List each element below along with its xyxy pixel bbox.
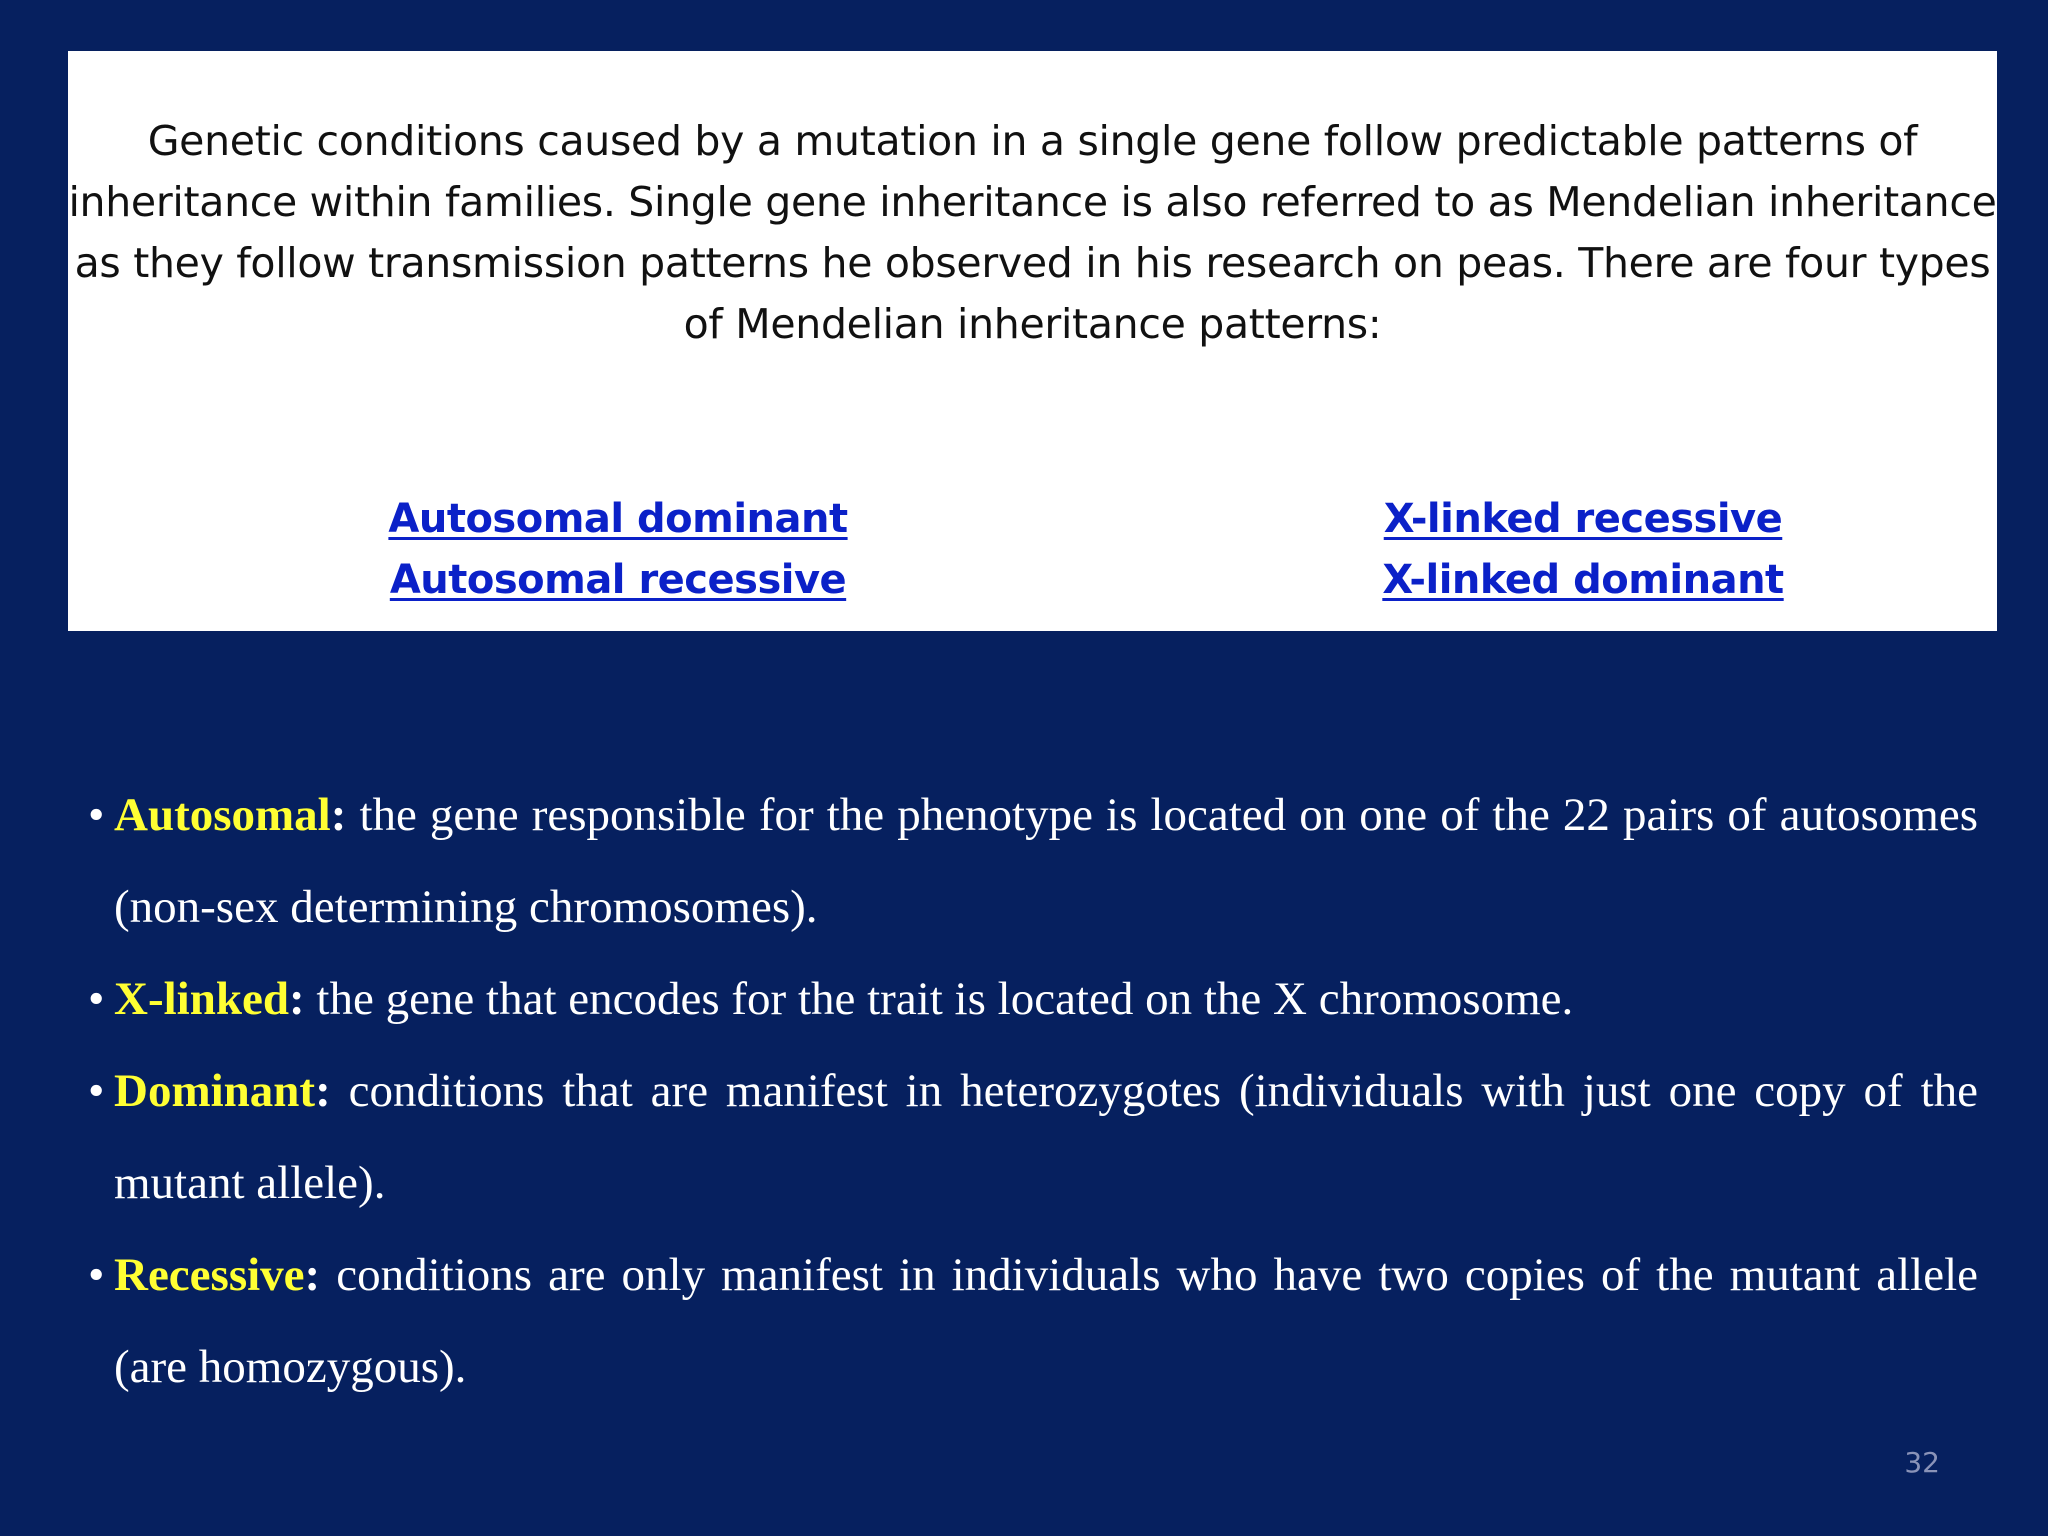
term-colon: : <box>304 1249 321 1301</box>
term-dominant: Dominant <box>114 1065 316 1117</box>
bullet-icon: • <box>88 1065 105 1117</box>
link-x-linked-recessive[interactable]: X-linked recessive <box>1383 496 1783 542</box>
term-colon: : <box>289 973 305 1025</box>
term-colon: : <box>330 789 347 841</box>
bullet-icon: • <box>88 789 105 841</box>
list-item-autosomal <box>88 769 1978 953</box>
link-autosomal-dominant[interactable]: Autosomal dominant <box>388 496 848 542</box>
bullet-icon: • <box>88 1249 105 1301</box>
definition-x-linked: the gene that encodes for the trait is located on the X chromosome. <box>304 973 1574 1025</box>
intro-box <box>68 51 1997 631</box>
definition-recessive: conditions are only manifest in individuals who have two copies of the mutant allele (are homozygous). <box>114 1249 1978 1393</box>
link-x-linked-dominant[interactable]: X-linked dominant <box>1382 557 1784 603</box>
list-item-dominant <box>88 1045 1978 1229</box>
term-autosomal: Autosomal <box>114 789 331 841</box>
bullet-icon: • <box>88 973 105 1025</box>
term-colon: : <box>315 1065 331 1117</box>
intro-paragraph: Genetic conditions caused by a mutation in a single gene follow predictable patterns of inheritance within families. Single gene inheritance is also referred to as Mendelian inheritance as they follow transmission patterns he observed in his research on peas. There are four types of Mendelian inheritance patterns: <box>68 117 1997 348</box>
definition-autosomal: the gene responsible for the phenotype is located on one of the 22 pairs of autosomes (non-sex determining chromosomes). <box>114 789 1978 933</box>
list-item-x-linked <box>88 953 1978 1045</box>
page-number: 32 <box>1904 1446 1940 1479</box>
link-autosomal-recessive[interactable]: Autosomal recessive <box>389 557 847 603</box>
term-x-linked: X-linked <box>114 973 289 1025</box>
links-left-column <box>228 489 1008 611</box>
list-item-recessive <box>88 1229 1978 1413</box>
term-recessive: Recessive <box>114 1249 305 1301</box>
definitions-list <box>88 769 1978 1413</box>
definition-dominant: conditions that are manifest in heterozygotes (individuals with just one copy of the mutant allele). <box>114 1065 1978 1209</box>
links-right-column <box>1193 489 1973 611</box>
